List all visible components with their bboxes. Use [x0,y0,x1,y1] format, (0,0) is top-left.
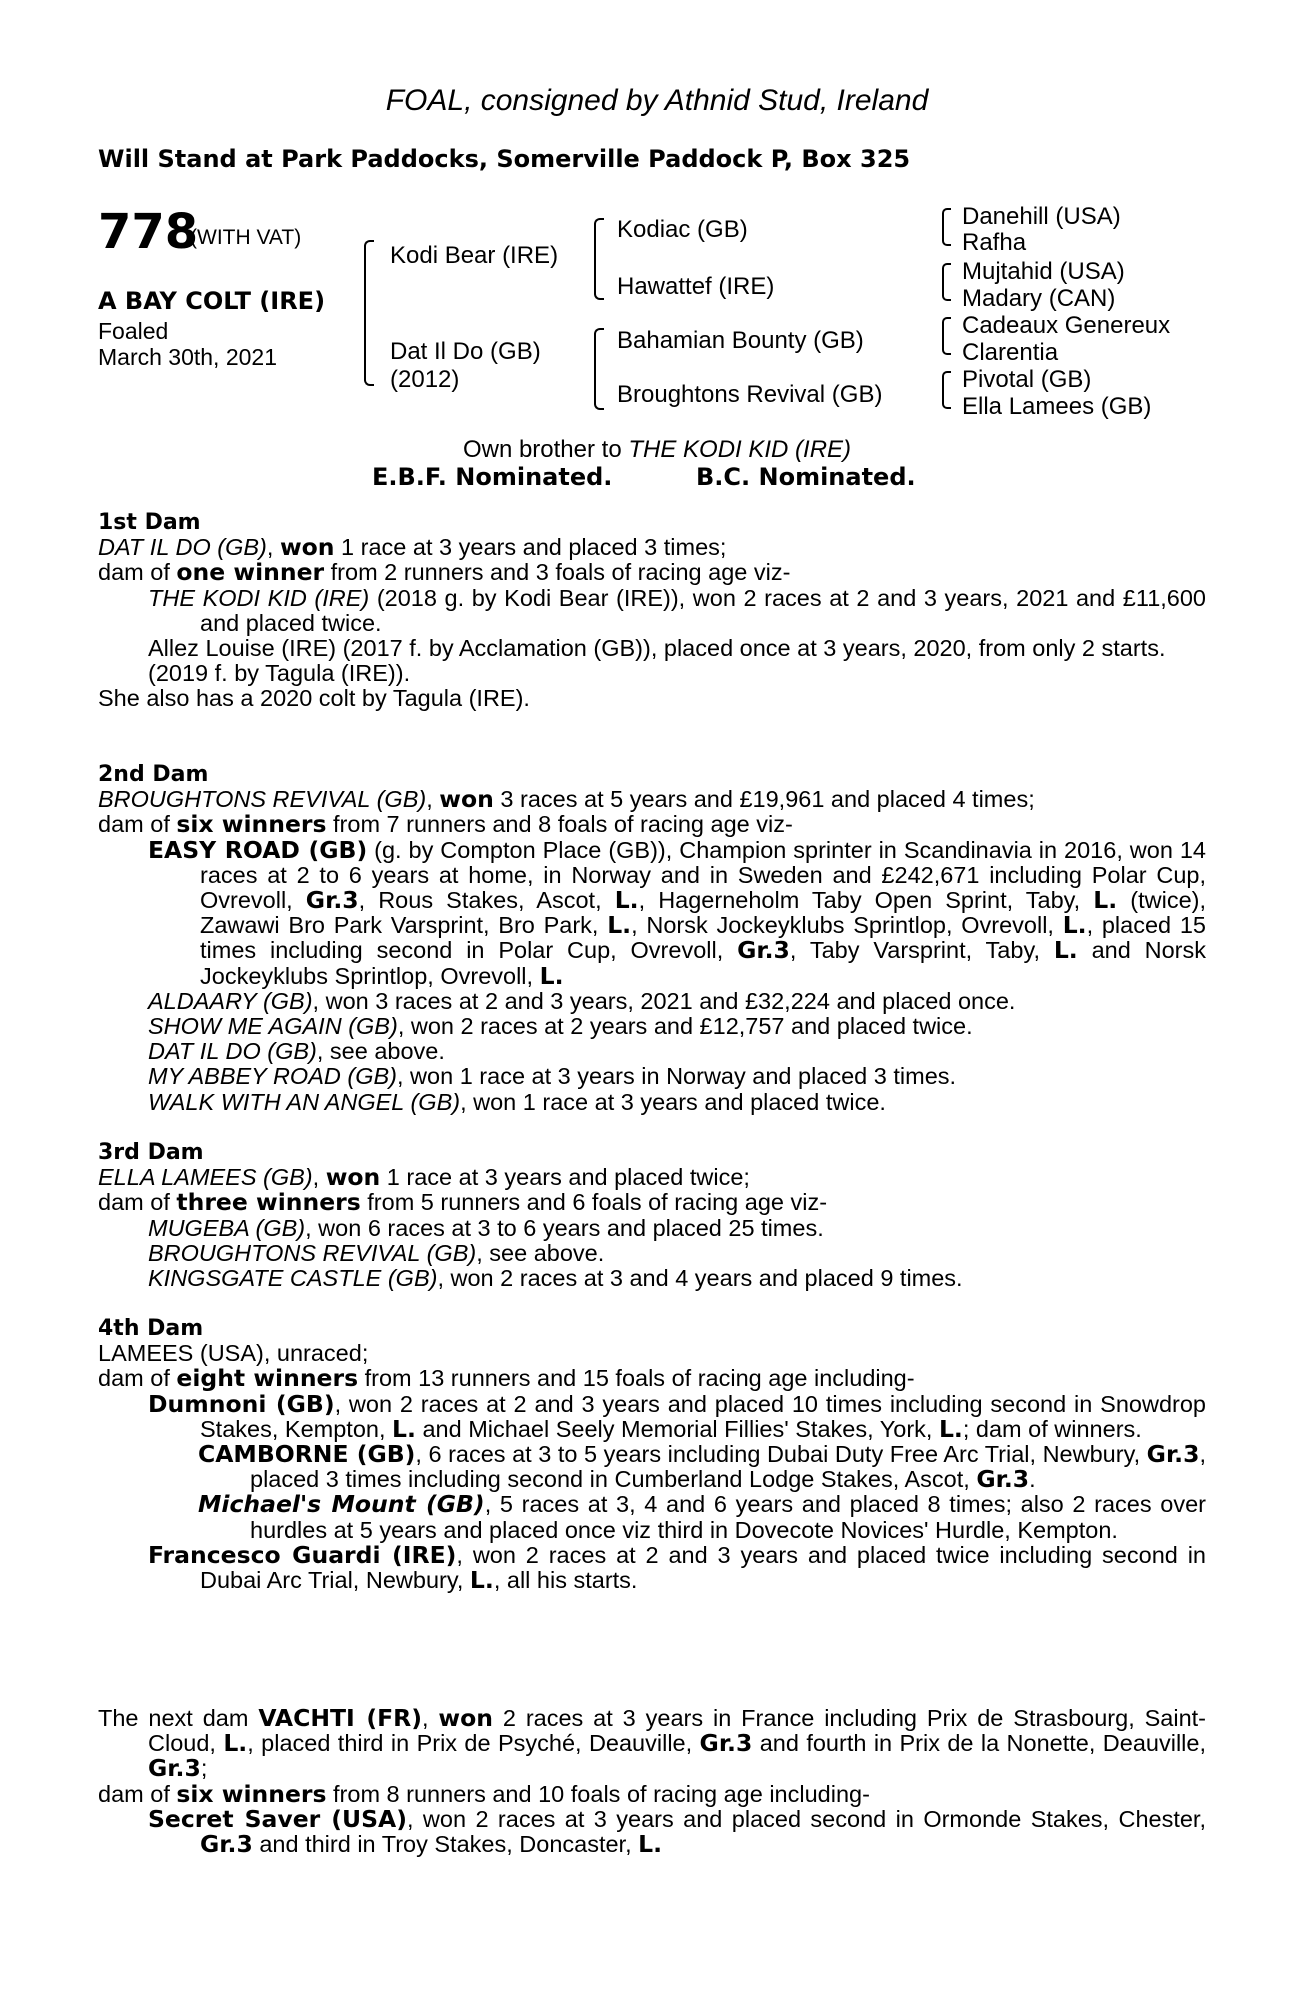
second-dam-section [98,762,1206,1115]
dam-line: The next dam VACHTI (FR), won 2 races at 3 years in France including Prix de Strasbourg, Saint-Cloud, L., placed third in Prix de Psyché, Deauville, Gr.3 and fourth in Prix de la Nonette, Deauville, Gr.3; [98,1704,1207,1783]
next-dam-section [98,1706,1206,1857]
produce-summary: dam of one winner from 2 runners and 3 foals of racing age viz- [98,558,791,587]
grand-progeny-entry: Michael's Mount (GB), 5 races at 3, 4 and 6 years and placed 8 times; also 2 races over hurdles at 5 years and placed once viz third in Dovecote Novices' Hurdle, Kempton. [198,1490,1206,1543]
pedigree-gg-5: Cadeaux Genereux [962,312,1171,339]
progeny-entry: MY ABBEY ROAD (GB), won 1 race at 3 years in Norway and placed 3 times. [148,1063,957,1090]
first-dam-section [98,510,1206,712]
ebf-nomination: E.B.F. Nominated. [372,463,613,491]
bc-nomination: B.C. Nominated. [696,463,916,491]
progeny-entry: Secret Saver (USA), won 2 races at 3 years and placed second in Ormonde Stakes, Chester, Gr.3 and third in Troy Stakes, Doncaster, L. [148,1804,1206,1859]
lot-number: 778 [98,204,199,260]
progeny-entry: SHOW ME AGAIN (GB), won 2 races at 2 years and £12,757 and placed twice. [148,1013,973,1040]
pedigree-dam-dam: Broughtons Revival (GB) [617,381,883,408]
pedigree-gg-2: Rafha [962,229,1027,256]
pedigree-brace [942,317,951,355]
pedigree-brace [942,208,951,246]
progeny-entry: (2019 f. by Tagula (IRE)). [148,660,411,687]
closing-note: She also has a 2020 colt by Tagula (IRE). [98,685,530,712]
progeny-entry: ALDAARY (GB), won 3 races at 2 and 3 years, 2021 and £32,224 and placed once. [148,987,1016,1014]
pedigree-gg-1: Danehill (USA) [962,203,1121,230]
produce-summary: dam of six winners from 8 runners and 10 foals of racing age including- [98,1779,870,1808]
foaled-date: March 30th, 2021 [98,344,278,370]
pedigree-brace [594,328,604,410]
progeny-entry: MUGEBA (GB), won 6 races at 3 to 6 years and placed 25 times. [148,1214,824,1241]
progeny-entry: BROUGHTONS REVIVAL (GB), see above. [148,1239,605,1266]
pedigree-gg-3: Mujtahid (USA) [962,258,1125,285]
produce-summary: dam of six winners from 7 runners and 8 foals of racing age viz- [98,810,793,839]
grand-progeny-entry: CAMBORNE (GB), 6 races at 3 to 5 years including Dubai Duty Free Arc Trial, Newbury, Gr.3, placed 3 times including second in Cumberland Lodge Stakes, Ascot, Gr.3. [198,1440,1206,1494]
dam-line: LAMEES (USA), unraced; [98,1340,369,1367]
dam-line: BROUGHTONS REVIVAL (GB), won 3 races at 5 years and £19,961 and placed 4 times; [98,785,1035,814]
consignor-title: FOAL, consigned by Athnid Stud, Ireland [385,84,929,117]
pedigree-brace [942,371,951,409]
pedigree-sire: Kodi Bear (IRE) [390,242,559,269]
pedigree-gg-8: Ella Lamees (GB) [962,393,1152,420]
pedigree-dam-sire: Bahamian Bounty (GB) [617,327,864,354]
pedigree-dam: Dat Il Do (GB) [390,338,541,365]
stand-location: Will Stand at Park Paddocks, Somerville Paddock P, Box 325 [98,145,911,173]
lot-description: A BAY COLT (IRE) [98,287,326,315]
pedigree-brace [594,218,604,300]
pedigree-brace [364,240,374,386]
progeny-entry: WALK WITH AN ANGEL (GB), won 1 race at 3 years and placed twice. [148,1088,886,1115]
own-brother-note: Own brother to THE KODI KID (IRE) [462,436,852,463]
pedigree-sire-dam: Hawattef (IRE) [617,273,775,300]
progeny-entry: EASY ROAD (GB) (g. by Compton Place (GB)), Champion sprinter in Scandinavia in 2016, won 14 races at 2 to 6 years at home, in Norway and in Sweden and £242,671 including Polar Cup, Ovrevoll, Gr.3, Rous Stakes, Ascot, L., Hagerneholm Taby Open Sprint, Taby, L. (twice), Zawawi Bro Park Varsprint, Bro Park, L., Norsk Jockeyklubs Sprintlop, Ovrevoll, L., placed 15 times including second in Polar Cup, Ovrevoll, Gr.3, Taby Varsprint, Taby, L. and Norsk Jockeyklubs Sprintlop, Ovrevoll, L. [148,835,1207,990]
progeny-entry: Allez Louise (IRE) (2017 f. by Acclamation (GB)), placed once at 3 years, 2020, from only 2 starts. [148,635,1166,662]
section-heading: 2nd Dam [98,762,209,787]
progeny-entry: Francesco Guardi (IRE), won 2 races at 2 and 3 years and placed twice including second in Dubai Arc Trial, Newbury, L., all his starts. [148,1540,1206,1595]
progeny-entry: KINGSGATE CASTLE (GB), won 2 races at 3 and 4 years and placed 9 times. [148,1265,963,1292]
progeny-entry: THE KODI KID (IRE) (2018 g. by Kodi Bear (IRE)), won 2 races at 2 and 3 years, 2021 and £11,600 and placed twice. [148,584,1206,636]
section-heading: 4th Dam [98,1316,204,1341]
third-dam-section [98,1140,1206,1291]
foaled-label: Foaled [98,318,169,344]
dam-line: ELLA LAMEES (GB), won 1 race at 3 years and placed twice; [98,1163,750,1192]
pedigree-gg-4: Madary (CAN) [962,285,1116,312]
pedigree-gg-7: Pivotal (GB) [962,366,1092,393]
progeny-entry: DAT IL DO (GB), see above. [148,1038,445,1065]
pedigree-gg-6: Clarentia [962,339,1059,366]
section-heading: 3rd Dam [98,1140,204,1165]
progeny-entry: Dumnoni (GB), won 2 races at 2 and 3 years and placed 10 times including second in Snowdrop Stakes, Kempton, L. and Michael Seely Memorial Fillies' Stakes, York, L.; dam of winners. [148,1389,1206,1443]
produce-summary: dam of three winners from 5 runners and 6 foals of racing age viz- [98,1188,828,1217]
pedigree-sire-sire: Kodiac (GB) [617,216,748,243]
dam-line: DAT IL DO (GB), won 1 race at 3 years and placed 3 times; [98,533,727,562]
pedigree-brace [942,263,951,301]
produce-summary: dam of eight winners from 13 runners and 15 foals of racing age including- [98,1364,915,1393]
vat-label: (WITH VAT) [190,226,302,249]
fourth-dam-section [98,1316,1206,1593]
pedigree-dam-year: (2012) [390,366,460,393]
section-heading: 1st Dam [98,510,201,535]
